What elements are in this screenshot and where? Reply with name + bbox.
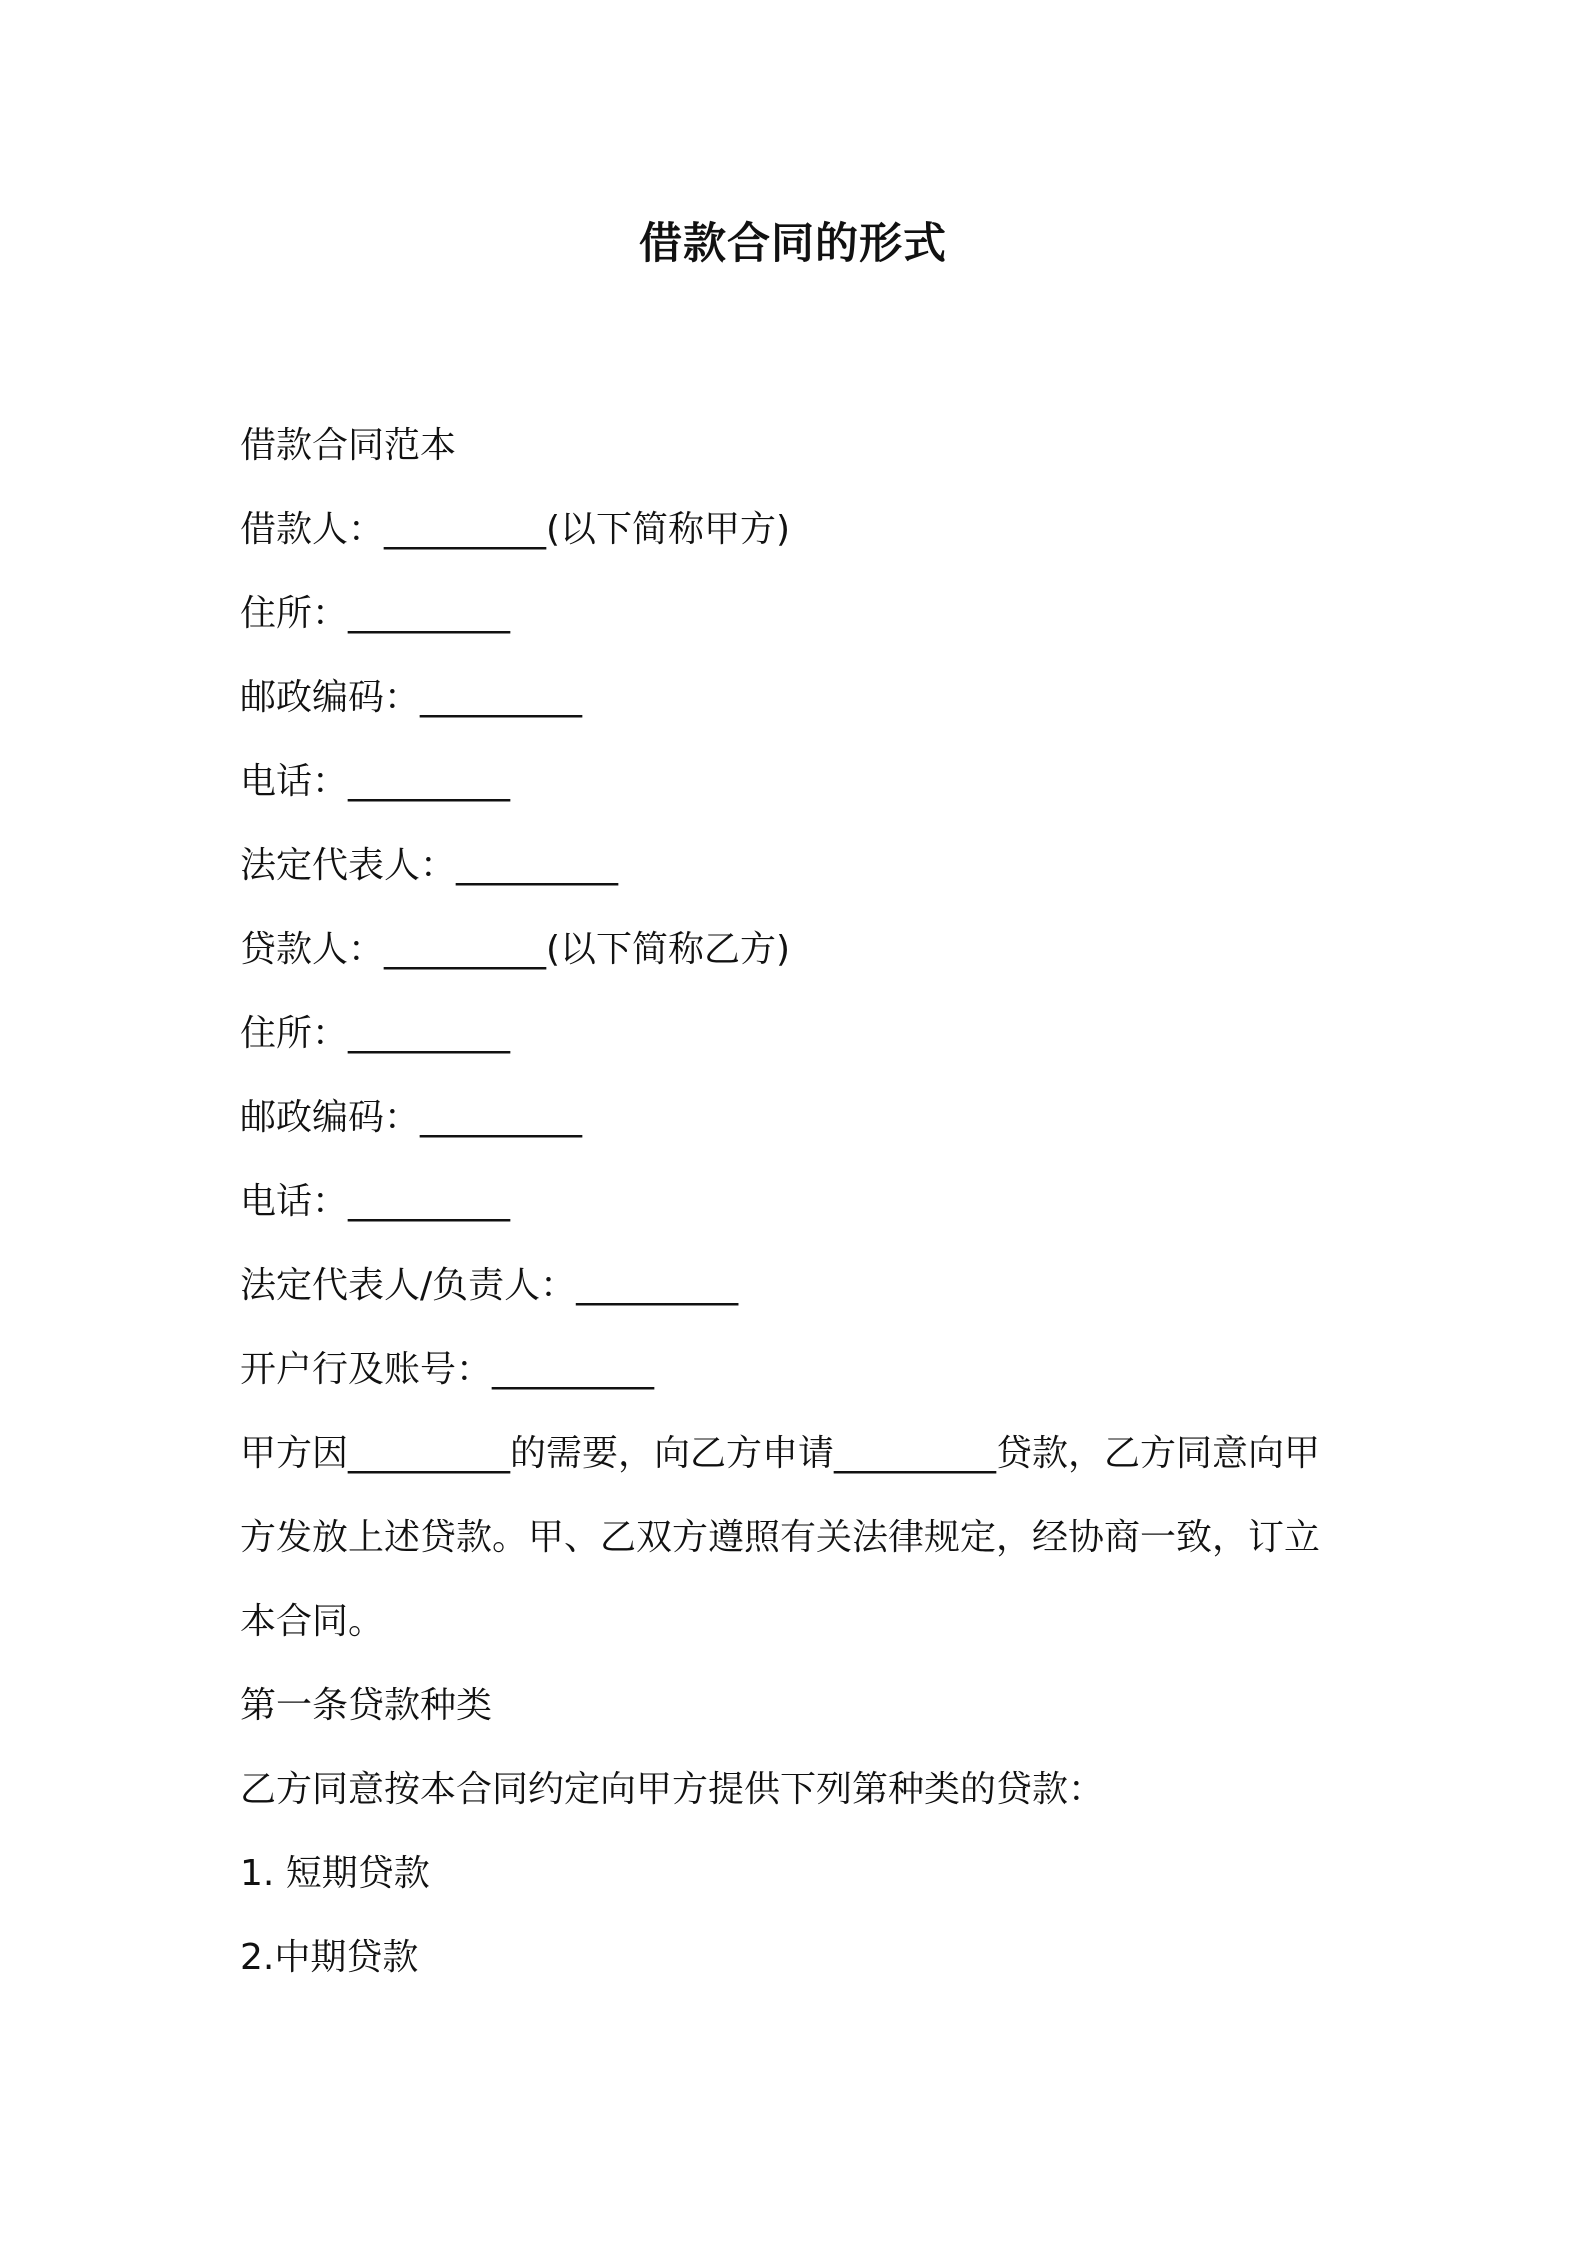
section-text: 乙方同意按本合同约定向甲方提供下列第种类的贷款： [240, 1769, 1105, 1810]
lender-postcode-line: 邮政编码：_________ [240, 1097, 583, 1138]
contract-template-label: 借款合同范本 [240, 425, 457, 466]
document-body [240, 404, 1360, 2000]
section-heading: 第一条贷款种类 [240, 1685, 493, 1726]
borrower-line: 借款人：_________(以下简称甲方) [240, 509, 791, 550]
borrower-phone-line: 电话：_________ [240, 761, 511, 802]
bank-account-line: 开户行及账号：_________ [240, 1349, 655, 1390]
lender-legal-rep-line: 法定代表人/负责人：_________ [240, 1265, 739, 1306]
agreement-paragraph-line-1: 甲方因_________的需要，向乙方申请_________贷款，乙方同意向甲 [240, 1433, 1321, 1474]
borrower-address-line: 住所：_________ [240, 593, 511, 634]
list-item-short-term-loan: 1. 短期贷款 [240, 1853, 430, 1894]
borrower-postcode-line: 邮政编码：_________ [240, 677, 583, 718]
document-title: 借款合同的形式 [639, 219, 947, 269]
lender-phone-line: 电话：_________ [240, 1181, 511, 1222]
agreement-paragraph-line-2: 方发放上述贷款。甲、乙双方遵照有关法律规定，经协商一致，订立 [240, 1517, 1321, 1558]
borrower-legal-rep-line: 法定代表人：_________ [240, 845, 619, 886]
list-item-medium-term-loan: 2.中期贷款 [240, 1937, 419, 1978]
lender-address-line: 住所：_________ [240, 1013, 511, 1054]
lender-line: 贷款人：_________(以下简称乙方) [240, 929, 791, 970]
agreement-paragraph-line-3: 本合同。 [240, 1601, 385, 1642]
